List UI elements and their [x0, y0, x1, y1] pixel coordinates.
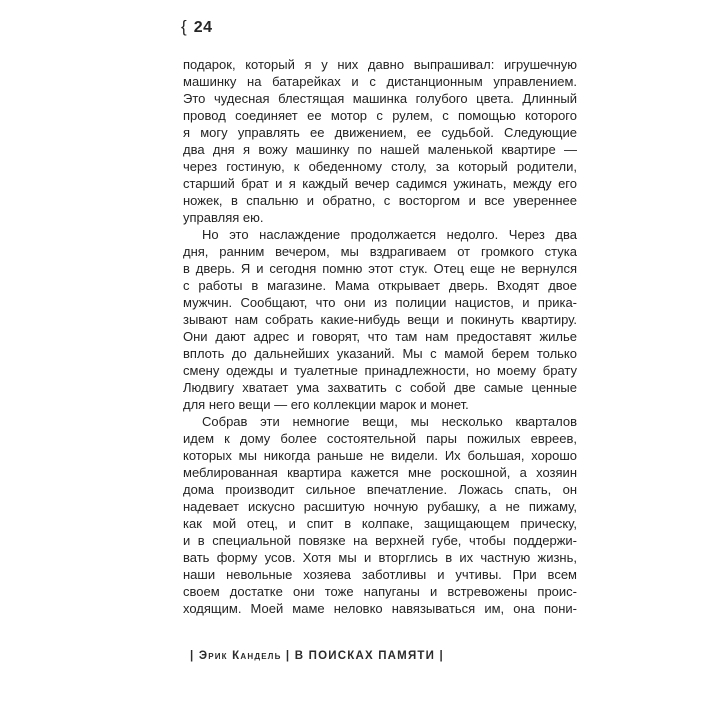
text-line: которых мы никогда раньше не видели. Их большая, хорошо	[183, 448, 577, 463]
text-line: Они дают адрес и говорят, что там нам предоставят жилье	[183, 329, 577, 344]
text-line: и в специальной повязке на верхней губе, чтобы поддержи-	[183, 533, 577, 548]
text-line: ножек, в спальню и обратно, с восторгом и все увереннее	[183, 193, 577, 208]
text-line: своем достатке они тоже напуганы и встревожены проис-	[183, 584, 577, 599]
text-line: подарок, который я у них давно выпрашивал: игрушечную	[183, 57, 577, 72]
text-line: я могу управлять ее движением, ее судьбой. Следующие	[183, 125, 577, 140]
text-line: вплоть до дальнейших указаний. Мы с мамой берем только	[183, 346, 577, 361]
text-line: идем к дому более состоятельной пары пожилых евреев,	[183, 431, 577, 446]
text-line: дома производит сильное впечатление. Ложась спать, он	[183, 482, 577, 497]
text-line: смену одежды и туалетные принадлежности, но моему брату	[183, 363, 577, 378]
text-line: Но это наслаждение продолжается недолго. Через два	[202, 227, 577, 242]
text-line: для него вещи — его коллекции марок и монет.	[183, 397, 469, 412]
text-line: Людвигу хватает ума захватить с собой две самые ценные	[183, 380, 577, 395]
text-line: с работы в магазине. Мама открывает дверь. Входят двое	[183, 278, 577, 293]
text-line: наши невольные хозяева заботливы и учтивы. При всем	[183, 567, 577, 582]
text-line: мужчин. Сообщают, что они из полиции нацистов, и прика-	[183, 295, 577, 310]
text-line: надевает искусно расшитую ночную рубашку, а не пижаму,	[183, 499, 577, 514]
text-line: вать форму усов. Хотя мы и вторглись в их частную жизнь,	[183, 550, 577, 565]
text-line: в дверь. Я и сегодня помню этот стук. Отец еще не вернулся	[183, 261, 577, 276]
text-line: машинку на батарейках и с дистанционным управлением.	[183, 74, 577, 89]
text-line: два дня я вожу машинку по нашей маленькой квартире —	[183, 142, 577, 157]
page-header	[181, 17, 212, 37]
text-line: старший брат и я каждый вечер садимся ужинать, между его	[183, 176, 577, 191]
page-number: 24	[193, 19, 213, 36]
text-line: через гостиную, к обеденному столу, за который родители,	[183, 159, 577, 174]
text-line: Это чудесная блестящая машинка голубого цвета. Длинный	[183, 91, 577, 106]
text-line: провод соединяет ее мотор с рулем, с помощью которого	[183, 108, 577, 123]
text-line: ходящим. Моей маме неловко навязываться им, она пони-	[183, 601, 577, 616]
text-line: зывают нам собрать какие-нибудь вещи и покинуть квартиру.	[183, 312, 577, 327]
header-brace-ornament: {	[181, 17, 187, 36]
text-line: дня, ранним вечером, мы вздрагиваем от громкого стука	[183, 244, 577, 259]
body-text	[183, 56, 577, 617]
text-line: управляя ею.	[183, 210, 264, 225]
text-line: как мой отец, и спит в колпаке, защищающем прическу,	[183, 516, 577, 531]
running-footer: | Эрик Кандель | В ПОИСКАХ ПАМЯТИ |	[190, 650, 444, 662]
text-line: меблированная квартира кажется мне роскошной, а хозяин	[183, 465, 577, 480]
text-line: Собрав эти немногие вещи, мы несколько кварталов	[202, 414, 577, 429]
